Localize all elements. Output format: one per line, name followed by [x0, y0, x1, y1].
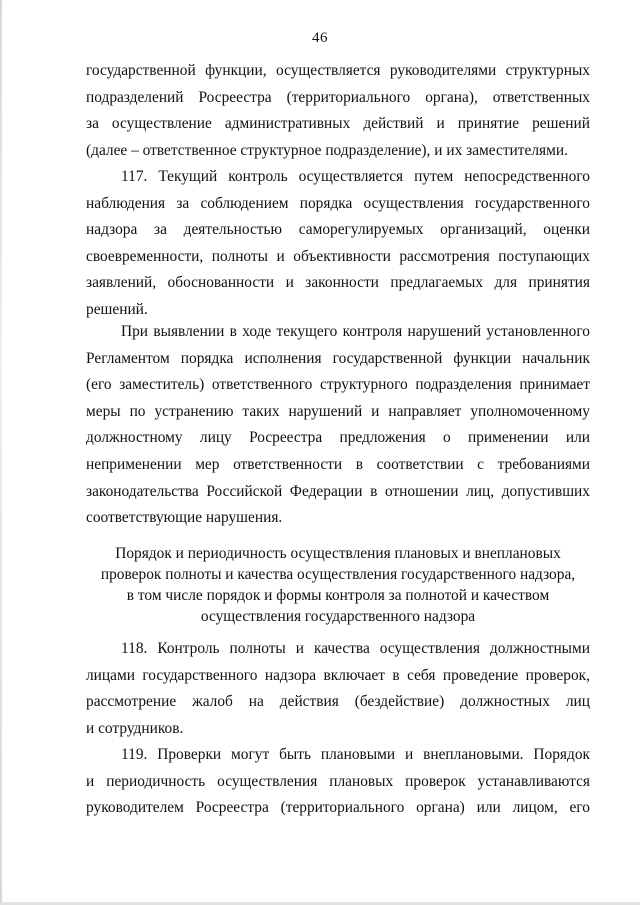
heading-line: Порядок и периодичность осуществления плановых и внеплановых — [115, 545, 561, 562]
text-line: Регламентом порядка исполнения государственной функции начальник — [86, 349, 590, 367]
paragraph-continuation — [86, 58, 590, 164]
paragraph-117 — [86, 164, 590, 324]
scan-edge-left — [0, 0, 2, 905]
text-line: должностному лицу Росреестра предложения о применении или — [86, 429, 590, 447]
text-line: (его заместитель) ответственного структурного подразделения принимает — [86, 376, 590, 394]
text-line: и сотрудников. — [86, 719, 184, 737]
heading-line: осуществления государственного надзора — [200, 608, 476, 625]
text-line: меры по устранению таких нарушений и направляет уполномоченному — [86, 402, 590, 420]
text-line: наблюдения за соблюдением порядка осуществления государственного — [86, 194, 590, 212]
text-line: неприменении мер ответственности в соответствии с требованиями — [86, 455, 590, 473]
heading-line: проверок полноты и качества осуществления государственного надзора, — [100, 566, 576, 583]
paragraph-violations — [86, 319, 590, 532]
text-line: за осуществление административных действий и принятие решений — [86, 115, 590, 133]
text-line: руководителем Росреестра (территориального органа) или лицом, его — [86, 799, 590, 817]
text-line: своевременности, полноты и объективности рассмотрения поступающих — [86, 247, 590, 265]
page-number: 46 — [312, 30, 328, 46]
text-line: надзора за деятельностью саморегулируемых организаций, оценки — [86, 221, 590, 239]
text-line: законодательства Российской Федерации в отношении лиц, допустивших — [86, 482, 590, 500]
text-line: рассмотрение жалоб на действия (бездействие) должностных лиц — [86, 693, 590, 711]
text-line: лицами государственного надзора включает в себя проведение проверок, — [86, 666, 590, 684]
section-heading — [60, 543, 616, 627]
text-line: подразделений Росреестра (территориального органа), ответственных — [86, 88, 590, 106]
text-line: и периодичность осуществления плановых проверок устанавливаются — [86, 772, 590, 790]
text-line: 117. Текущий контроль осуществляется путем непосредственного — [121, 168, 590, 185]
text-line: решений. — [86, 300, 148, 318]
paragraph-118 — [86, 636, 590, 742]
paragraph-119 — [86, 742, 590, 822]
text-line: заявлений, обоснованности и законности предлагаемых для принятия — [86, 274, 590, 292]
text-line: соответствующие нарушения. — [86, 509, 283, 527]
text-line: 119. Проверки могут быть плановыми и внеплановыми. Порядок — [121, 746, 590, 763]
text-line: государственной функции, осуществляется руководителями структурных — [86, 62, 590, 79]
text-line: 118. Контроль полноты и качества осуществления должностными — [121, 640, 590, 657]
text-line: При выявлении в ходе текущего контроля нарушений установленного — [121, 323, 590, 340]
heading-line: в том числе порядок и формы контроля за полнотой и качеством — [126, 587, 550, 604]
text-line: (далее – ответственное структурное подразделение), и их заместителями. — [86, 141, 568, 159]
